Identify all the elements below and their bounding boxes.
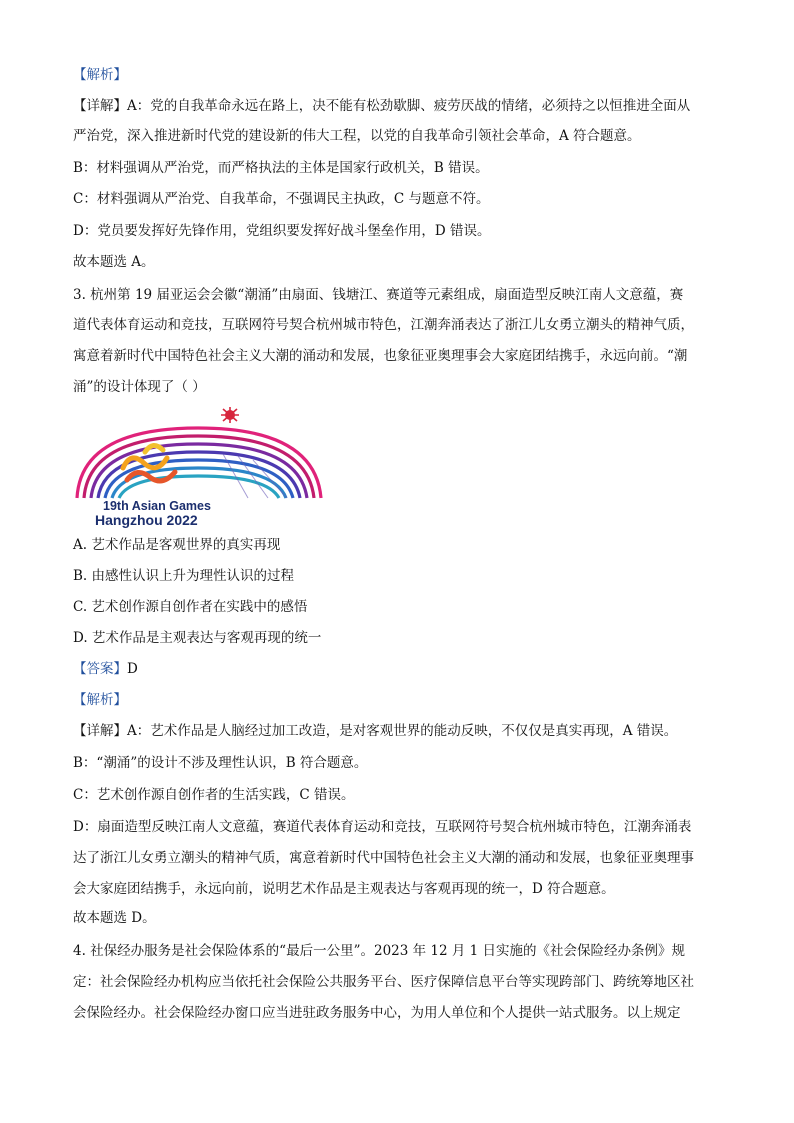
detail-item-a: 【详解】A：艺术作品是人脑经过加工改造，是对客观世界的能动反映，不仅仅是真实再现，A 错误。 (73, 723, 678, 739)
detail-item-b: B：材料强调从严治党，而严格执法的主体是国家行政机关，B 错误。 (73, 160, 489, 176)
detail-item-d: 会大家庭团结携手，永远向前，说明艺术作品是主观表达与客观再现的统一，D 符合题意。 (73, 881, 615, 897)
question-stem: 定：社会保险经办机构应当依托社会保险公共服务平台、医疗保障信息平台等实现跨部门、跨统筹地区社 (73, 974, 694, 990)
analysis-label: 【解析】 (73, 692, 127, 708)
question-stem: 涌”的设计体现了（ ） (73, 379, 206, 395)
conclusion: 故本题选 A。 (73, 254, 155, 270)
option-a: A. 艺术作品是客观世界的真实再现 (73, 537, 281, 553)
detail-paragraph: 【详解】A：党的自我革命永远在路上，决不能有松劲歇脚、疲劳厌战的情绪，必须持之以恒推进全面从 (73, 98, 691, 114)
star-icon (221, 407, 239, 423)
answer-value: D (127, 661, 138, 677)
question-stem: 3. 杭州第 19 届亚运会会徽“潮涌”由扇面、钱塘江、赛道等元素组成，扇面造型反映江南人文意蕴，赛 (73, 287, 684, 303)
question-stem: 寓意着新时代中国特色社会主义大潮的涌动和发展，也象征亚奥理事会大家庭团结携手，永远向前。“潮 (73, 348, 688, 364)
logo-text-line2: Hangzhou 2022 (95, 512, 198, 528)
logo-text-line1: 19th Asian Games (103, 499, 211, 513)
detail-item-b: B：“潮涌”的设计不涉及理性认识，B 符合题意。 (73, 755, 368, 771)
conclusion: 故本题选 D。 (73, 910, 156, 926)
detail-item-d: D：党员要发挥好先锋作用，党组织要发挥好战斗堡垒作用，D 错误。 (73, 223, 491, 239)
answer-label: 【答案】 (73, 661, 127, 677)
answer-line (73, 660, 138, 678)
analysis-label: 【解析】 (73, 67, 127, 83)
question-stem: 会保险经办。社会保险经办窗口应当进驻政务服务中心，为用人单位和个人提供一站式服务。以上规定 (73, 1005, 681, 1021)
detail-item-c: C：材料强调从严治党、自我革命，不强调民主执政，C 与题意不符。 (73, 191, 490, 207)
question-stem: 道代表体育运动和竞技，互联网符号契合杭州城市特色，江潮奔涌表达了浙江儿女勇立潮头的精神气质， (73, 317, 694, 333)
option-c: C. 艺术创作源自创作者在实践中的感悟 (73, 599, 308, 615)
option-d: D. 艺术作品是主观表达与客观再现的统一 (73, 630, 322, 646)
option-b: B. 由感性认识上升为理性认识的过程 (73, 568, 295, 584)
detail-paragraph: 严治党，深入推进新时代党的建设新的伟大工程，以党的自我革命引领社会革命，A 符合题意。 (73, 128, 641, 144)
detail-item-d: 达了浙江儿女勇立潮头的精神气质，寓意着新时代中国特色社会主义大潮的涌动和发展，也象征亚奥理事 (73, 850, 694, 866)
asian-games-logo (73, 406, 323, 528)
question-stem: 4. 社保经办服务是社会保险体系的“最后一公里”。2023 年 12 月 1 日实施的《社会保险经办条例》规 (73, 943, 686, 959)
detail-item-d: D：扇面造型反映江南人文意蕴，赛道代表体育运动和竞技，互联网符号契合杭州城市特色，江潮奔涌表 (73, 819, 692, 835)
detail-item-c: C：艺术创作源自创作者的生活实践，C 错误。 (73, 787, 355, 803)
